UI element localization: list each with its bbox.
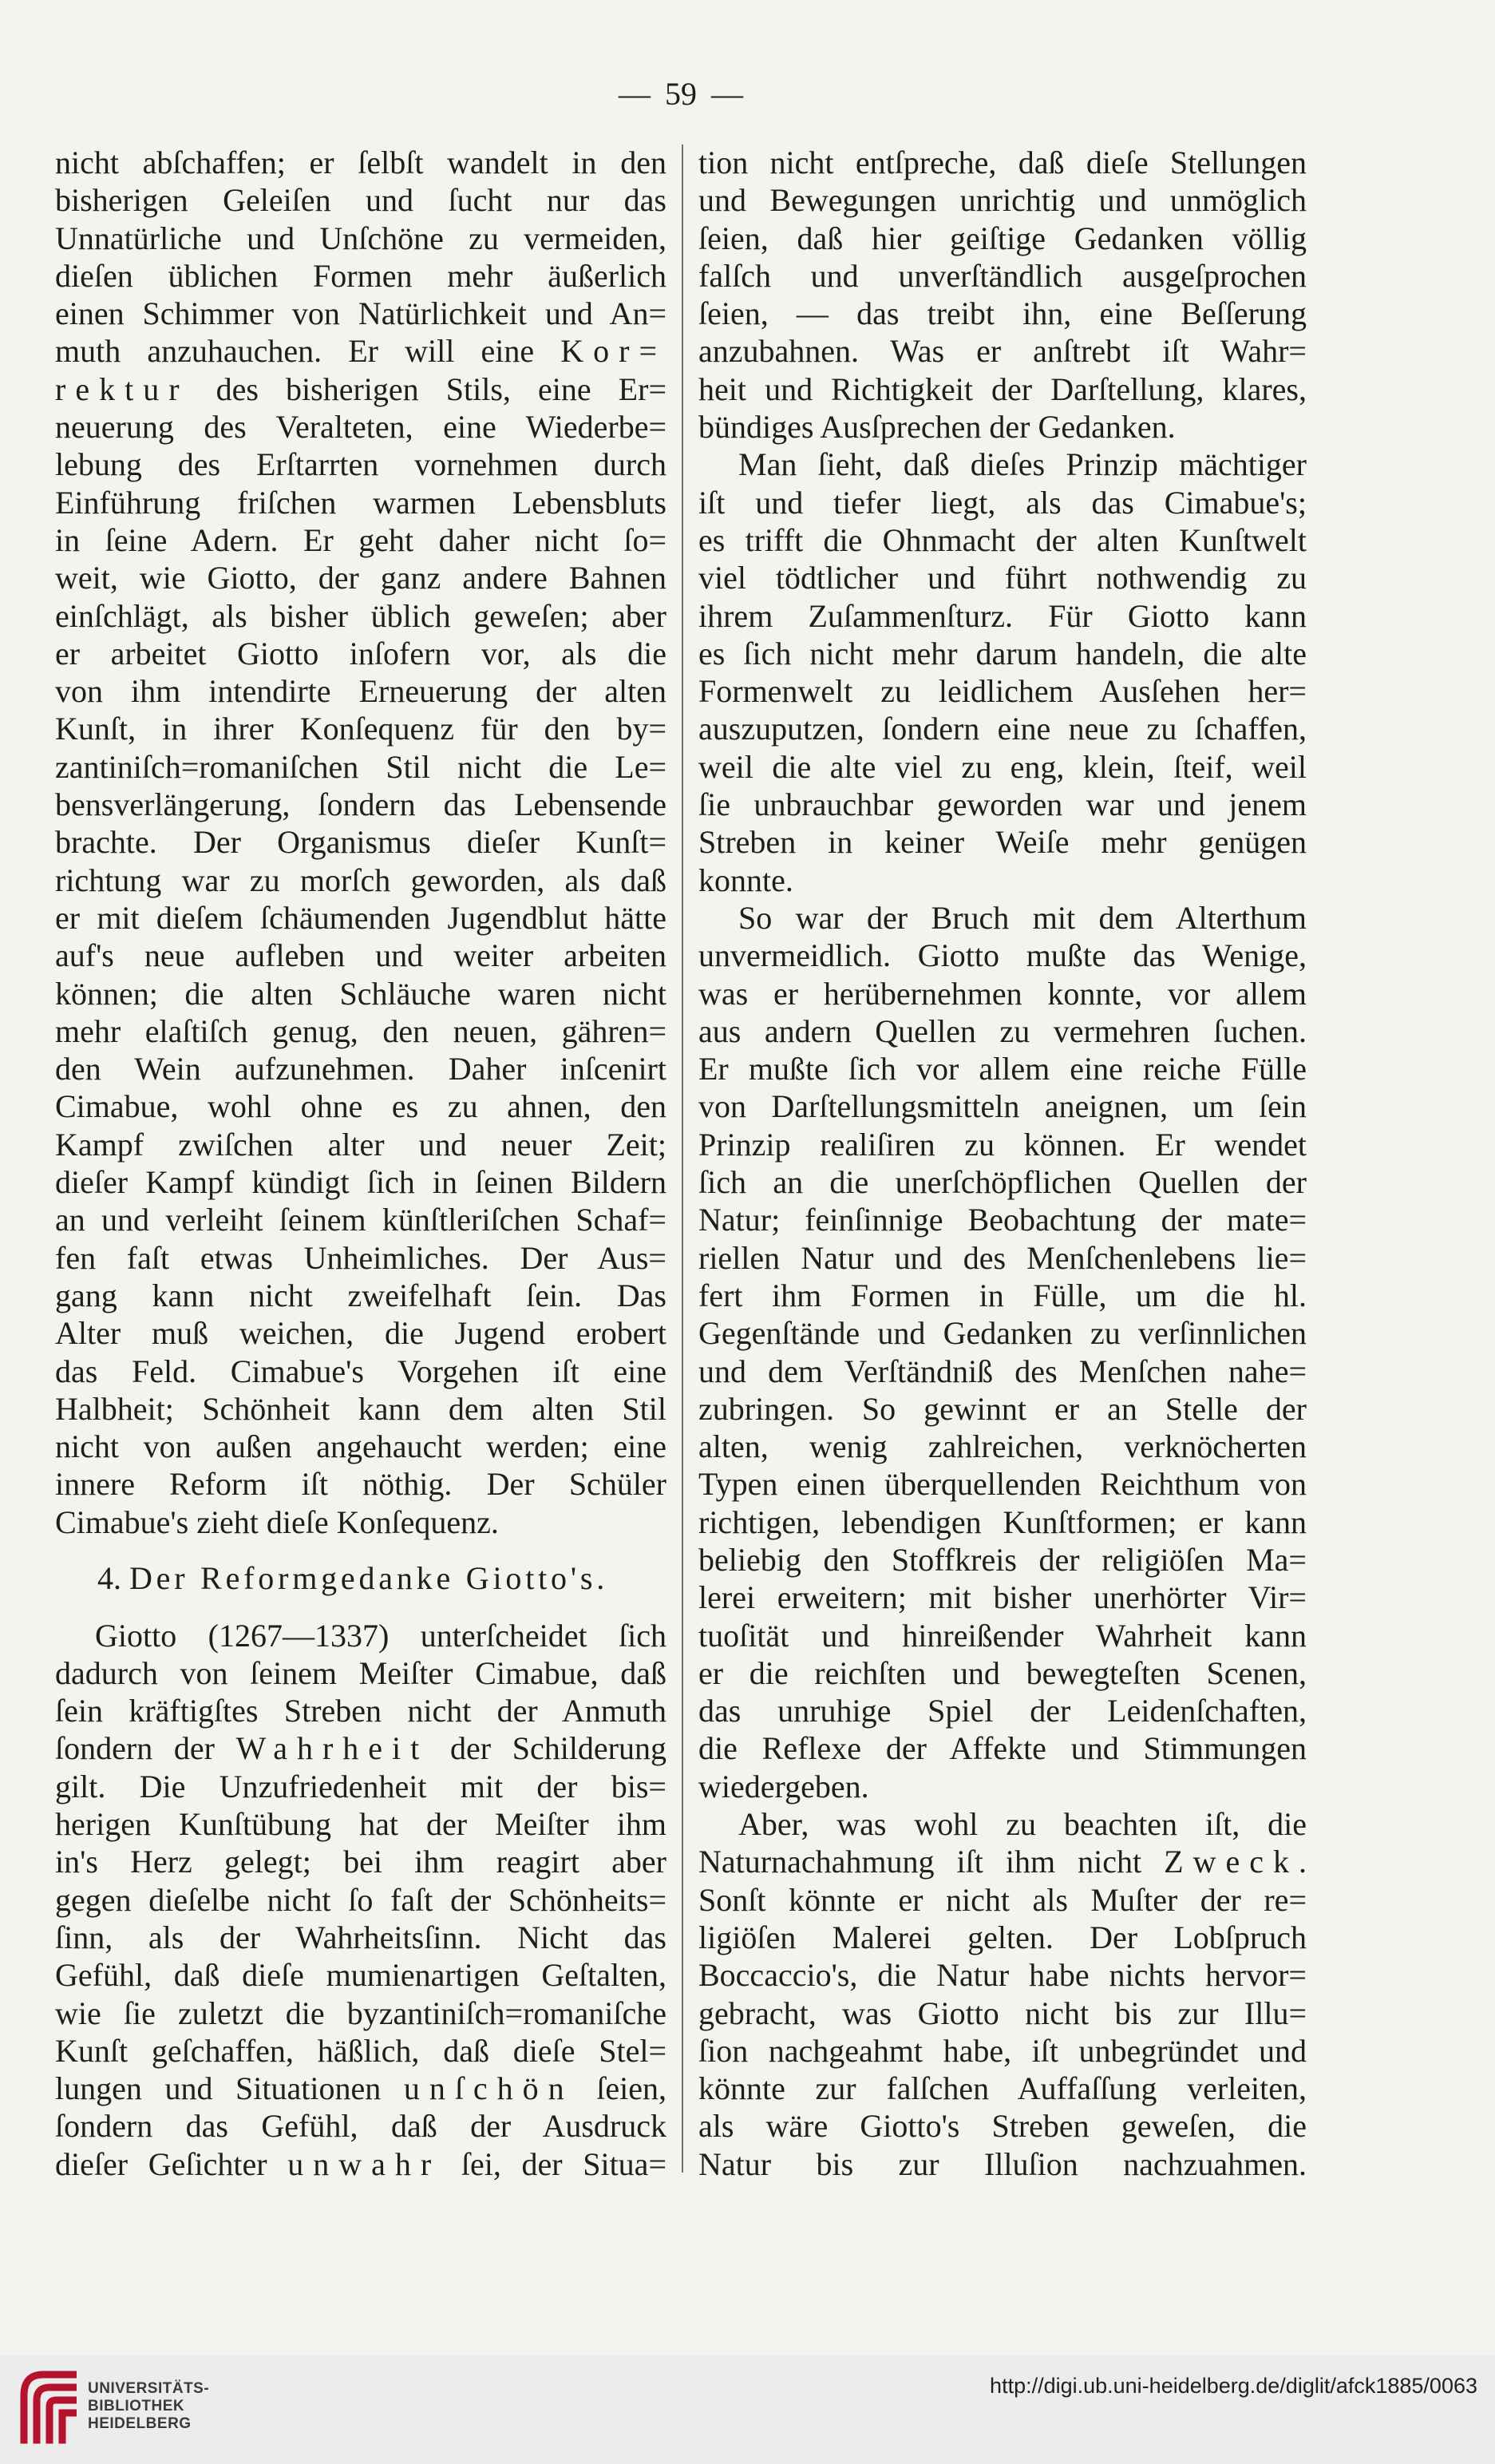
text-line: einſchlägt, als bisher üblich geweſen; aber [55,597,666,634]
text-line: Sonſt könnte er nicht als Muſter der re= [698,1881,1307,1918]
spaced-emphasis: Zweck [1164,1844,1299,1880]
text-line: und Bewegungen unrichtig und unmöglich [698,182,1307,219]
text-line: ſion nachgeahmt habe, iſt unbegründet und [698,2032,1307,2069]
text-line: richtigen, lebendigen Kunſtformen; er kann [698,1503,1307,1540]
text-line: Alter muß weichen, die Jugend erobert [55,1315,666,1352]
text-line: Cimabue, wohl ohne es zu ahnen, den [55,1088,666,1125]
text-line [55,370,666,408]
text-line: nicht abſchaffen; er ſelbſt wandelt in den [55,145,666,180]
column-divider [682,145,683,2173]
line-segment: lungen und Situationen [55,2070,404,2107]
text-line: die Reflexe der Affekte und Stimmungen [698,1730,1307,1767]
text-line: Boccaccio's, die Natur habe nichts hervor= [698,1957,1307,1994]
text-line: dadurch von ſeinem Meiſter Cimabue, daß [55,1654,666,1691]
text-line: in's Herz gelegt; bei ihm reagirt aber [55,1844,666,1880]
text-line: Einführung friſchen warmen Lebensbluts [55,484,666,521]
text-line: nicht von außen angehaucht werden; eine [55,1428,666,1465]
text-line: falſch und unverſtändlich ausgeſprochen [698,257,1307,294]
section-title: Der Reformgedanke Giotto's. [129,1559,608,1596]
text-line: lerei erweitern; mit bisher unerhörter Vir= [698,1579,1307,1616]
text-line: ſeien, daß hier geiſtige Gedanken völlig [698,220,1307,256]
text-line: Unnatürliche und Unſchöne zu vermeiden, [55,220,666,256]
text-line: tuoſität und hinreißender Wahrheit kann [698,1617,1307,1654]
text-line: ſinn, als der Wahrheitsſinn. Nicht das [55,1919,666,1955]
text-line: er arbeitet Giotto inſofern vor, als die [55,635,666,671]
text-line: Gefühl, daß dieſe mumienartigen Geſtalten, [55,1957,666,1994]
source-url[interactable]: http://digi.ub.uni-heidelberg.de/diglit/afck1885/0063 [990,2374,1477,2398]
text-line: ſie unbrauchbar geworden war und jenem [698,786,1307,823]
text-line: er die reichſten und bewegteſten Scenen, [698,1654,1307,1691]
text-line: können; die alten Schläuche waren nicht [55,975,666,1012]
text-line: Man ſieht, daß dieſes Prinzip mächtiger [738,446,1307,483]
text-line: viel tödtlicher und führt nothwendig zu [698,560,1307,596]
text-line: er mit dieſem ſchäumenden Jugendblut hätte [55,899,666,936]
text-line: was er herübernehmen konnte, vor allem [698,975,1307,1012]
text-line: wie ſie zuletzt die byzantiniſch=romaniſche [55,1995,666,2031]
text-line: Aber, was wohl zu beachten iſt, die [738,1806,1307,1843]
library-logo [18,2367,209,2446]
spaced-emphasis: Kor= [560,333,666,370]
line-segment: muth anzuhauchen. Er will eine [55,333,561,370]
line-segment: . [1299,1844,1307,1880]
text-line: Halbheit; Schönheit kann dem alten Stil [55,1390,666,1427]
text-line: ihrem Zuſammenſturz. Für Giotto kann [698,597,1307,634]
text-line: Kunſt geſchaffen, häßlich, daß dieſe Stel= [55,2032,666,2069]
text-line: tion nicht entſpreche, daß dieſe Stellungen [698,145,1307,180]
text-line: heit und Richtigkeit der Darſtellung, klares, [698,370,1307,407]
text-line: Giotto (1267—1337) unterſcheidet ſich [95,1617,666,1654]
text-line: So war der Bruch mit dem Alterthum [738,899,1307,936]
text-line: und dem Verſtändniß des Menſchen nahe= [698,1353,1307,1389]
text-line: unvermeidlich. Giotto mußte das Wenige, [698,937,1307,974]
text-line: weit, wie Giotto, der ganz andere Bahnen [55,560,666,596]
spaced-emphasis: unwahr [287,2145,441,2182]
text-line: dieſen üblichen Formen mehr äußerlich [55,257,666,294]
text-line: aus andern Quellen zu vermehren ſuchen. [698,1012,1307,1049]
text-line: brachte. Der Organismus dieſer Kunſt= [55,824,666,861]
text-line: Natur; feinſinnige Beobachtung der mate= [698,1202,1307,1238]
text-line: als wäre Giotto's Streben geweſen, die [698,2108,1307,2145]
text-line: Prinzip realiſiren zu können. Er wendet [698,1126,1307,1163]
text-line [698,1843,1307,1880]
section-number: 4. [97,1559,121,1596]
text-line: alten, wenig zahlreichen, verknöcherten [698,1428,1307,1465]
left-column [55,144,666,2183]
logo-line: BIBLIOTHEK [88,2398,185,2414]
text-line: ſondern das Gefühl, daß der Ausdruck [55,2108,666,2145]
text-line [55,332,666,370]
text-line: bündiges Ausſprechen der Gedanken. [698,409,1176,446]
text-line: an und verleiht ſeinem künſtleriſchen Schaf= [55,1202,666,1238]
logo-line: UNIVERSITÄTS- [88,2380,210,2397]
text-line: Er mußte ſich vor allem eine reiche Fülle [698,1051,1307,1087]
text-line: zubringen. So gewinnt er an Stelle der [698,1390,1307,1427]
text-line: anzubahnen. Was er anſtrebt iſt Wahr= [698,333,1307,370]
text-line: Cimabue's zieht dieſe Konſequenz. [55,1503,499,1540]
text-line: es ſich nicht mehr darum handeln, die alte [698,635,1307,671]
right-column [698,144,1307,2183]
text-line: dieſer Kampf kündigt ſich in ſeinen Bildern [55,1164,666,1201]
text-line: auf's neue aufleben und weiter arbeiten [55,937,666,974]
text-line: Formenwelt zu leidlichem Ausſehen her= [698,673,1307,710]
library-logo-text [88,2380,209,2433]
text-line: weil die alte viel zu eng, klein, ſteif, weil [698,748,1307,785]
footer [0,2355,1495,2464]
text-line: gang kann nicht zweifelhaft ſein. Das [55,1277,666,1313]
text-line: ſich an die unerſchöpflichen Quellen der [698,1164,1307,1201]
text-line: könnte zur falſchen Auffaſſung verleiten, [698,2070,1307,2107]
text-line: riellen Natur und des Menſchenlebens lie= [698,1239,1307,1276]
text-line: auszuputzen, ſondern eine neue zu ſchaffen, [698,711,1307,747]
text-line: ligiöſen Malerei gelten. Der Lobſpruch [698,1919,1307,1955]
text-line: bensverlängerung, ſondern das Lebensende [55,786,666,823]
line-segment: ſondern der [55,1730,236,1767]
text-line: das Feld. Cimabue's Vorgehen iſt eine [55,1353,666,1389]
text-line: ſein kräftigſtes Streben nicht der Anmuth [55,1693,666,1729]
spaced-emphasis: rektur [55,370,189,407]
line-segment: des bisherigen Stils, eine Er= [188,370,666,407]
text-line: herigen Kunſtübung hat der Meiſter ihm [55,1806,666,1843]
text-line: Natur bis zur Illuſion nachzuahmen. [698,2145,1307,2182]
text-line: beliebig den Stoffkreis der religiöſen Ma= [698,1541,1307,1578]
text-line: fert ihm Formen in Fülle, um die hl. [698,1277,1307,1313]
text-line: Kampf zwiſchen alter und neuer Zeit; [55,1126,666,1163]
text-line: zantiniſch=romaniſchen Stil nicht die Le= [55,748,666,785]
line-segment: ſeien, [573,2070,666,2107]
text-line: gegen dieſelbe nicht ſo faſt der Schönheits= [55,1881,666,1918]
text-line: gebracht, was Giotto nicht bis zur Illu= [698,1995,1307,2031]
text-line: lebung des Erſtarrten vornehmen durch [55,446,666,483]
text-line: den Wein aufzunehmen. Daher inſcenirt [55,1051,666,1087]
text-line: es trifft die Ohnmacht der alten Kunſtwelt [698,521,1307,558]
section-heading [55,1541,666,1617]
text-line: Typen einen überquellenden Reichthum von [698,1466,1307,1503]
text-line: Streben in keiner Weiſe mehr genügen [698,824,1307,861]
text-line: neuerung des Veralteten, eine Wiederbe= [55,409,666,446]
text-line: von Darſtellungsmitteln aneignen, um ſein [698,1088,1307,1125]
logo-line: HEIDELBERG [88,2415,192,2432]
line-segment: der Schilderung [429,1730,666,1767]
text-line: konnte. [698,862,793,898]
text-line [55,2070,666,2107]
line-segment: Naturnachahmung iſt ihm nicht [698,1844,1165,1880]
text-line: das unruhige Spiel der Leidenſchaften, [698,1693,1307,1729]
text-line: einen Schimmer von Natürlichkeit und An= [55,295,666,332]
text-line: iſt und tiefer liegt, als das Cimabue's; [698,484,1307,521]
spaced-emphasis: unſchön [403,2070,574,2107]
text-line: gilt. Die Unzufriedenheit mit der bis= [55,1768,666,1804]
text-line: innere Reform iſt nöthig. Der Schüler [55,1466,666,1503]
text-line: in ſeine Adern. Er geht daher nicht ſo= [55,521,666,558]
spaced-emphasis: Wahrheit [235,1730,429,1767]
line-segment: dieſer Geſichter [55,2145,288,2182]
text-line: ſeien, — das treibt ihn, eine Beſſerung [698,295,1307,332]
text-line [55,1729,666,1767]
text-line: von ihm intendirte Erneuerung der alten [55,673,666,710]
text-line: richtung war zu morſch geworden, als daß [55,862,666,898]
text-line: Gegenſtände und Gedanken zu verſinnlichen [698,1315,1307,1352]
text-line [55,2145,666,2183]
text-line: fen faſt etwas Unheimliches. Der Aus= [55,1239,666,1276]
text-line: bisherigen Geleiſen und ſucht nur das [55,182,666,219]
library-logo-icon [18,2368,77,2445]
page-number: — 59 — [619,76,743,112]
text-line: mehr elaſtiſch genug, den neuen, gähren= [55,1012,666,1049]
text-line: wiedergeben. [698,1768,869,1804]
text-line: Kunſt, in ihrer Konſequenz für den by= [55,711,666,747]
line-segment: ſei, der Situa= [441,2145,666,2182]
